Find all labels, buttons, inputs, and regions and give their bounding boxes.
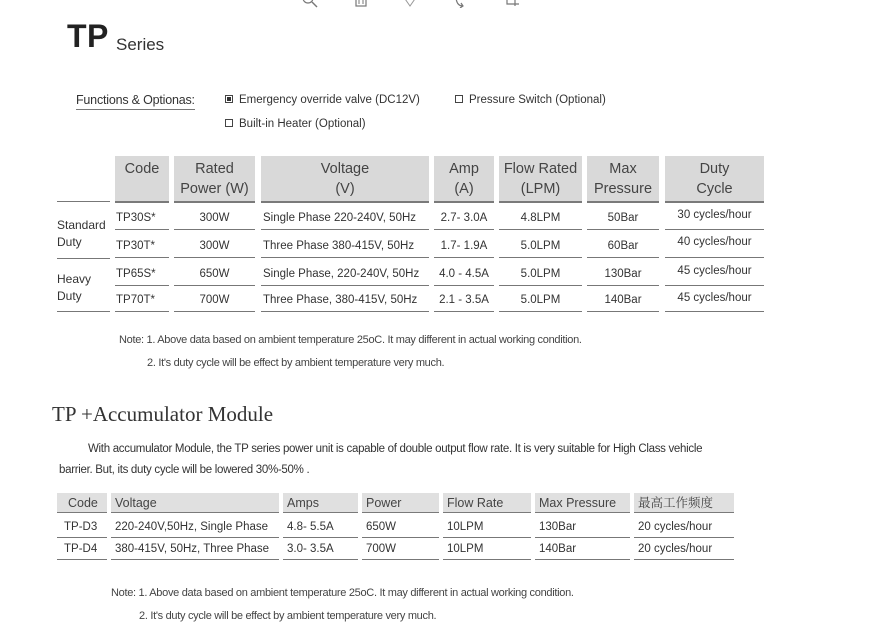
row-divider — [665, 311, 764, 312]
row-divider — [634, 537, 734, 538]
acc-cell-frequency: 20 cycles/hour — [638, 543, 713, 555]
header-label: Amp — [449, 160, 479, 177]
cell-code: TP65S* — [116, 268, 156, 280]
row-divider — [499, 257, 582, 258]
checkbox-checked-icon — [225, 95, 233, 103]
cell-amp: 2.1 - 3.5A — [439, 294, 489, 306]
row-divider — [587, 285, 659, 286]
cell-amp: 2.7- 3.0A — [440, 212, 488, 224]
row-divider — [261, 285, 429, 286]
option-label: Built-in Heater (Optional) — [239, 118, 366, 130]
row-divider — [283, 537, 358, 538]
functions-label: Functions & Optionas: — [76, 93, 195, 110]
acc-cell-amps: 3.0- 3.5A — [287, 543, 334, 555]
note-line-1: Note: 1. Above data based on ambient temperature 25oC. It may different in actual working condition. — [119, 334, 582, 346]
header-duty-cycle — [665, 156, 764, 203]
acc-note-line-2: 2. It's duty cycle will be effect by ambient temperature very much. — [139, 610, 437, 622]
checkbox-icon — [455, 95, 463, 103]
image-toolbar — [300, 0, 530, 10]
header-label: Duty — [699, 160, 730, 177]
acc-cell-amps: 4.8- 5.5A — [287, 521, 334, 533]
row-divider — [499, 285, 582, 286]
cell-flow: 5.0LPM — [520, 268, 561, 280]
heart-icon[interactable] — [402, 0, 418, 8]
header-divider — [57, 201, 110, 202]
rotate-icon[interactable] — [453, 0, 469, 8]
acc-cell-flow: 10LPM — [447, 543, 484, 555]
header-label: (LPM) — [520, 180, 561, 197]
header-max-pressure — [587, 156, 659, 203]
header-code-label: Code — [124, 161, 160, 177]
acc-cell-power: 700W — [366, 543, 397, 555]
row-divider — [111, 559, 279, 560]
header-amp — [434, 156, 494, 203]
cell-amp: 4.0 - 4.5A — [439, 268, 489, 280]
row-divider — [535, 537, 630, 538]
cell-duty: 45 cycles/hour — [677, 292, 752, 304]
cell-amp: 1.7- 1.9A — [440, 240, 488, 252]
acc-header-max-pressure: Max Pressure — [535, 493, 630, 513]
cell-code: TP30S* — [116, 212, 156, 224]
acc-cell-frequency: 20 cycles/hour — [638, 521, 713, 533]
row-divider — [443, 537, 531, 538]
group-label: Duty — [57, 235, 82, 249]
header-label: Cycle — [696, 180, 733, 197]
acc-header-amps: Amps — [283, 493, 358, 513]
cell-code: TP70T* — [116, 294, 155, 306]
row-divider — [665, 285, 764, 286]
header-label: (A) — [454, 180, 474, 197]
cell-duty: 45 cycles/hour — [677, 265, 752, 277]
acc-cell-pressure: 140Bar — [539, 543, 577, 555]
acc-header-voltage: Voltage — [111, 493, 279, 513]
cell-flow: 5.0LPM — [520, 240, 561, 252]
cell-voltage: Three Phase 380-415V, 50Hz — [263, 240, 415, 252]
header-label: Voltage — [320, 160, 370, 177]
row-divider — [362, 537, 439, 538]
header-label: Max — [609, 160, 637, 177]
accumulator-title: TP +Accumulator Module — [52, 402, 274, 426]
accumulator-paragraph-2: barrier. But, its duty cycle will be lowered 30%-50% . — [59, 464, 310, 476]
acc-header-flow-rate: Flow Rate — [443, 493, 531, 513]
row-divider — [362, 559, 439, 560]
group-divider — [57, 311, 110, 312]
row-divider — [115, 229, 169, 230]
cell-power: 650W — [199, 268, 230, 280]
row-divider — [499, 311, 582, 312]
row-divider — [174, 257, 255, 258]
acc-cell-code: TP-D3 — [64, 521, 98, 533]
cell-duty: 40 cycles/hour — [677, 236, 752, 248]
acc-cell-pressure: 130Bar — [539, 521, 577, 533]
row-divider — [261, 229, 429, 230]
row-divider — [115, 285, 169, 286]
row-divider — [115, 257, 169, 258]
acc-cell-voltage: 220-240V,50Hz, Single Phase — [115, 521, 269, 533]
acc-cell-power: 650W — [366, 521, 397, 533]
row-divider — [443, 559, 531, 560]
row-divider — [535, 559, 630, 560]
cell-flow: 4.8LPM — [520, 212, 561, 224]
cell-pressure: 130Bar — [604, 268, 642, 280]
row-divider — [174, 311, 255, 312]
cell-pressure: 60Bar — [607, 240, 639, 252]
row-divider — [634, 559, 734, 560]
header-voltage — [261, 156, 429, 203]
group-heavy-duty — [57, 271, 91, 305]
row-divider — [283, 559, 358, 560]
acc-cell-voltage: 380-415V, 50Hz, Three Phase — [115, 543, 270, 555]
series-subtitle: Series — [116, 35, 165, 54]
group-label: Duty — [57, 289, 82, 303]
cell-voltage: Single Phase, 220-240V, 50Hz — [263, 268, 420, 280]
row-divider — [174, 229, 255, 230]
acc-header-power: Power — [362, 493, 439, 513]
option-label: Emergency override valve (DC12V) — [239, 94, 420, 106]
checkbox-icon — [225, 119, 233, 127]
header-label: Power (W) — [180, 180, 249, 197]
row-divider — [174, 285, 255, 286]
option-label: Pressure Switch (Optional) — [469, 94, 606, 106]
option-pressure-switch — [455, 94, 606, 106]
row-divider — [587, 257, 659, 258]
header-label: Flow Rated — [503, 160, 578, 177]
cell-pressure: 50Bar — [607, 212, 639, 224]
group-standard-duty — [57, 217, 106, 251]
row-divider — [261, 257, 429, 258]
cell-power: 300W — [199, 240, 230, 252]
cell-code: TP30T* — [116, 240, 155, 252]
row-divider — [111, 537, 279, 538]
row-divider — [587, 311, 659, 312]
note-line-2: 2. It's duty cycle will be effect by ambient temperature very much. — [147, 357, 445, 369]
row-divider — [57, 537, 107, 538]
row-divider — [499, 229, 582, 230]
row-divider — [434, 229, 494, 230]
group-label: Heavy — [57, 272, 92, 286]
header-label: Rated — [195, 160, 234, 177]
option-heater — [225, 118, 366, 130]
row-divider — [434, 311, 494, 312]
cell-flow: 5.0LPM — [520, 294, 561, 306]
header-flow-rated — [499, 156, 582, 203]
series-title: TP — [67, 18, 109, 54]
acc-cell-code: TP-D4 — [64, 543, 98, 555]
group-label: Standard — [57, 218, 106, 232]
row-divider — [587, 229, 659, 230]
acc-note-line-1: Note: 1. Above data based on ambient temperature 25oC. It may different in actual working condition. — [111, 587, 574, 599]
cell-voltage: Single Phase 220-240V, 50Hz — [263, 212, 417, 224]
crop-icon[interactable] — [503, 0, 519, 8]
acc-header-code: Code — [57, 493, 107, 513]
group-divider — [57, 258, 110, 259]
header-label: (V) — [335, 180, 355, 197]
row-divider — [261, 311, 429, 312]
row-divider — [434, 285, 494, 286]
cell-power: 300W — [199, 212, 230, 224]
row-divider — [434, 257, 494, 258]
cell-voltage: Three Phase, 380-415V, 50Hz — [263, 294, 418, 306]
row-divider — [57, 559, 107, 560]
header-code — [115, 156, 169, 203]
acc-header-frequency: 最高工作频度 — [634, 493, 734, 513]
acc-cell-flow: 10LPM — [447, 521, 484, 533]
trash-icon[interactable] — [353, 0, 369, 8]
row-divider — [665, 257, 764, 258]
row-divider — [115, 311, 169, 312]
option-emergency-valve — [225, 94, 420, 106]
row-divider — [665, 229, 764, 230]
cell-power: 700W — [199, 294, 230, 306]
header-rated-power — [174, 156, 255, 203]
zoom-icon[interactable] — [302, 0, 318, 8]
accumulator-paragraph-1: With accumulator Module, the TP series power unit is capable of double output flow rate. It is very suitable for High Class vehicle — [88, 443, 703, 455]
cell-pressure: 140Bar — [604, 294, 642, 306]
cell-duty: 30 cycles/hour — [677, 209, 752, 221]
header-label: Pressure — [593, 180, 653, 197]
